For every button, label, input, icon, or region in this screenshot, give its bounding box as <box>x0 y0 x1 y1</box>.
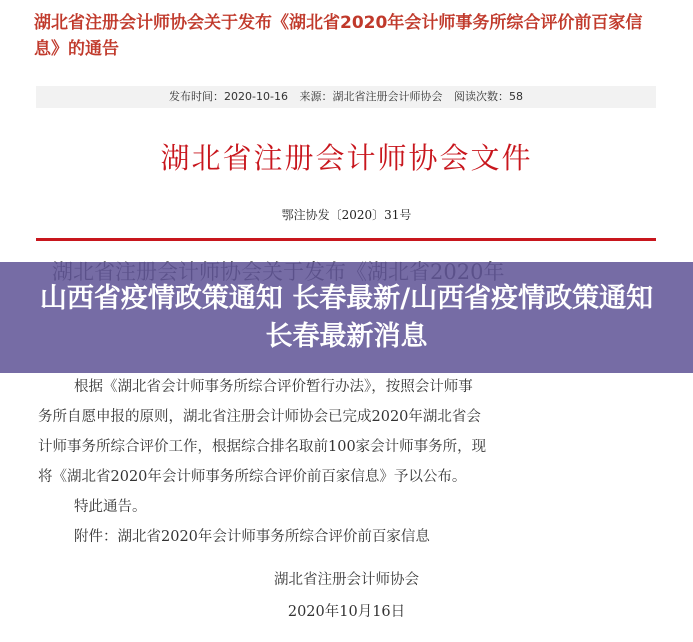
publish-time: 发布时间：2020-10-16 <box>169 90 288 103</box>
headline-overlay <box>0 262 693 373</box>
article-title: 湖北省注册会计师协会关于发布《湖北省2020年会计师事务所综合评价前百家信息》的通告 <box>34 13 643 59</box>
read-count: 阅读次数：58 <box>453 90 523 103</box>
body-line: 根据《湖北省会计师事务所综合评价暂行办法》，按照会计师事 <box>74 379 473 395</box>
attachment-line: 附件：湖北省2020年会计师事务所综合评价前百家信息 <box>74 529 430 545</box>
document-header: 湖北省注册会计师协会文件 <box>160 141 533 175</box>
body-line: 特此通告。 <box>74 499 147 515</box>
body-line: 将《湖北省2020年会计师事务所综合评价前百家信息》予以公布。 <box>38 469 467 485</box>
signature: 湖北省注册会计师协会 <box>274 572 419 588</box>
body-line: 计师事务所综合评价工作，根据综合排名取前100家会计师事务所，现 <box>38 439 487 455</box>
red-divider <box>36 238 656 241</box>
body-line: 务所自愿申报的原则，湖北省注册会计师协会已完成2020年湖北省会 <box>38 409 481 425</box>
article-meta-bar <box>36 86 656 108</box>
source: 来源：湖北省注册会计师协会 <box>299 90 443 103</box>
document-body <box>38 372 658 552</box>
document-date: 2020年10月16日 <box>287 604 406 620</box>
overlay-headline: 山西省疫情政策通知 长春最新/山西省疫情政策通知 长春最新消息 <box>39 282 654 352</box>
document-number: 鄂注协发〔2020〕31号 <box>281 208 412 222</box>
